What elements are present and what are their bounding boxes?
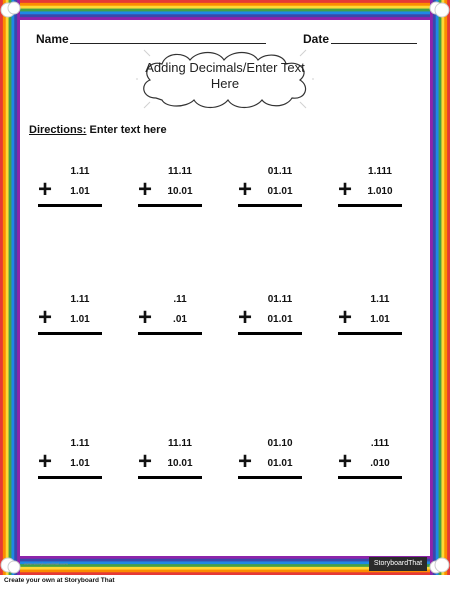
rainbow-stripe bbox=[444, 0, 447, 575]
addition-problem bbox=[238, 166, 304, 212]
rainbow-stripe bbox=[0, 6, 450, 9]
addend-bottom: 1.010 bbox=[367, 186, 393, 197]
addend-top: 1.11 bbox=[70, 166, 90, 177]
answer-line bbox=[238, 332, 302, 335]
addend-bottom: 1.01 bbox=[70, 458, 90, 469]
addend-bottom: 10.01 bbox=[167, 186, 193, 197]
addition-problem bbox=[238, 294, 304, 340]
plus-sign: + bbox=[238, 304, 253, 331]
plus-sign: + bbox=[338, 448, 353, 475]
answer-line bbox=[338, 332, 402, 335]
corner-cloud-icon bbox=[0, 0, 22, 22]
plus-sign: + bbox=[138, 304, 153, 331]
answer-line bbox=[138, 204, 202, 207]
addend-top: 1.11 bbox=[70, 294, 90, 305]
rainbow-stripe bbox=[0, 572, 450, 575]
directions-label: Directions: bbox=[29, 124, 87, 136]
addend-bottom: 1.01 bbox=[70, 186, 90, 197]
name-line bbox=[70, 43, 266, 44]
footer-text: Create your own at Storyboard That bbox=[4, 577, 115, 584]
addend-top: 01.11 bbox=[267, 166, 293, 177]
plus-sign: + bbox=[338, 176, 353, 203]
name-label: Name bbox=[36, 32, 69, 46]
rainbow-border-left bbox=[0, 0, 20, 575]
rainbow-stripe bbox=[0, 14, 450, 17]
addend-bottom: .010 bbox=[370, 458, 390, 469]
answer-line bbox=[138, 476, 202, 479]
addition-problem bbox=[238, 438, 304, 484]
date-line bbox=[331, 43, 417, 44]
plus-sign: + bbox=[138, 448, 153, 475]
plus-sign: + bbox=[238, 448, 253, 475]
plus-sign: + bbox=[38, 448, 53, 475]
addition-problem bbox=[38, 294, 104, 340]
addition-problem bbox=[38, 166, 104, 212]
answer-line bbox=[38, 204, 102, 207]
addend-top: 1.111 bbox=[368, 166, 392, 177]
addition-problem bbox=[338, 438, 404, 484]
rainbow-stripe bbox=[9, 0, 12, 575]
rainbow-stripe bbox=[441, 0, 444, 575]
addend-top: 01.10 bbox=[267, 438, 293, 449]
addend-bottom: 1.01 bbox=[70, 314, 90, 325]
rainbow-stripe bbox=[430, 0, 433, 575]
plus-sign: + bbox=[38, 304, 53, 331]
answer-line bbox=[338, 476, 402, 479]
answer-line bbox=[38, 332, 102, 335]
rainbow-stripe bbox=[436, 0, 439, 575]
addition-problem bbox=[138, 438, 204, 484]
rainbow-stripe bbox=[0, 0, 450, 3]
site-watermark: www.storyboardthat.com bbox=[24, 561, 68, 566]
answer-line bbox=[38, 476, 102, 479]
addend-bottom: 01.01 bbox=[267, 458, 293, 469]
plus-sign: + bbox=[238, 176, 253, 203]
directions-text: Enter text here bbox=[89, 124, 167, 136]
rainbow-stripe bbox=[0, 3, 450, 6]
answer-line bbox=[338, 204, 402, 207]
addend-top: .11 bbox=[173, 294, 187, 305]
rainbow-stripe bbox=[0, 9, 450, 12]
date-label: Date bbox=[303, 32, 330, 46]
corner-cloud-icon bbox=[428, 0, 450, 22]
answer-line bbox=[238, 476, 302, 479]
rainbow-stripe bbox=[14, 0, 17, 575]
rainbow-stripe bbox=[433, 0, 436, 575]
corner-cloud-icon bbox=[428, 553, 450, 575]
addition-problem bbox=[38, 438, 104, 484]
rainbow-stripe bbox=[0, 11, 450, 14]
rainbow-stripe bbox=[11, 0, 14, 575]
addend-top: .111 bbox=[370, 438, 390, 449]
rainbow-border-top bbox=[0, 0, 450, 20]
addend-top: 1.11 bbox=[70, 438, 90, 449]
rainbow-stripe bbox=[439, 0, 442, 575]
addend-bottom: .01 bbox=[173, 314, 187, 325]
addend-bottom: 01.01 bbox=[267, 314, 293, 325]
plus-sign: + bbox=[138, 176, 153, 203]
addend-top: 01.11 bbox=[267, 294, 293, 305]
storyboardthat-logo: StoryboardThat bbox=[369, 557, 427, 571]
addition-problem bbox=[338, 166, 404, 212]
answer-line bbox=[238, 204, 302, 207]
rainbow-stripe bbox=[3, 0, 6, 575]
rainbow-border-right bbox=[430, 0, 450, 575]
corner-cloud-icon bbox=[0, 553, 22, 575]
addend-top: 11.11 bbox=[168, 438, 192, 449]
rainbow-stripe bbox=[0, 0, 3, 575]
addition-problem bbox=[338, 294, 404, 340]
plus-sign: + bbox=[338, 304, 353, 331]
directions bbox=[29, 124, 167, 136]
addend-bottom: 01.01 bbox=[267, 186, 293, 197]
addition-problem bbox=[138, 294, 204, 340]
addend-top: 1.11 bbox=[370, 294, 390, 305]
addition-problem bbox=[138, 166, 204, 212]
addend-top: 11.11 bbox=[168, 166, 192, 177]
addend-bottom: 10.01 bbox=[167, 458, 193, 469]
answer-line bbox=[138, 332, 202, 335]
worksheet-title: Adding Decimals/Enter Text Here bbox=[145, 60, 305, 91]
rainbow-stripe bbox=[6, 0, 9, 575]
plus-sign: + bbox=[38, 176, 53, 203]
addend-bottom: 1.01 bbox=[370, 314, 390, 325]
